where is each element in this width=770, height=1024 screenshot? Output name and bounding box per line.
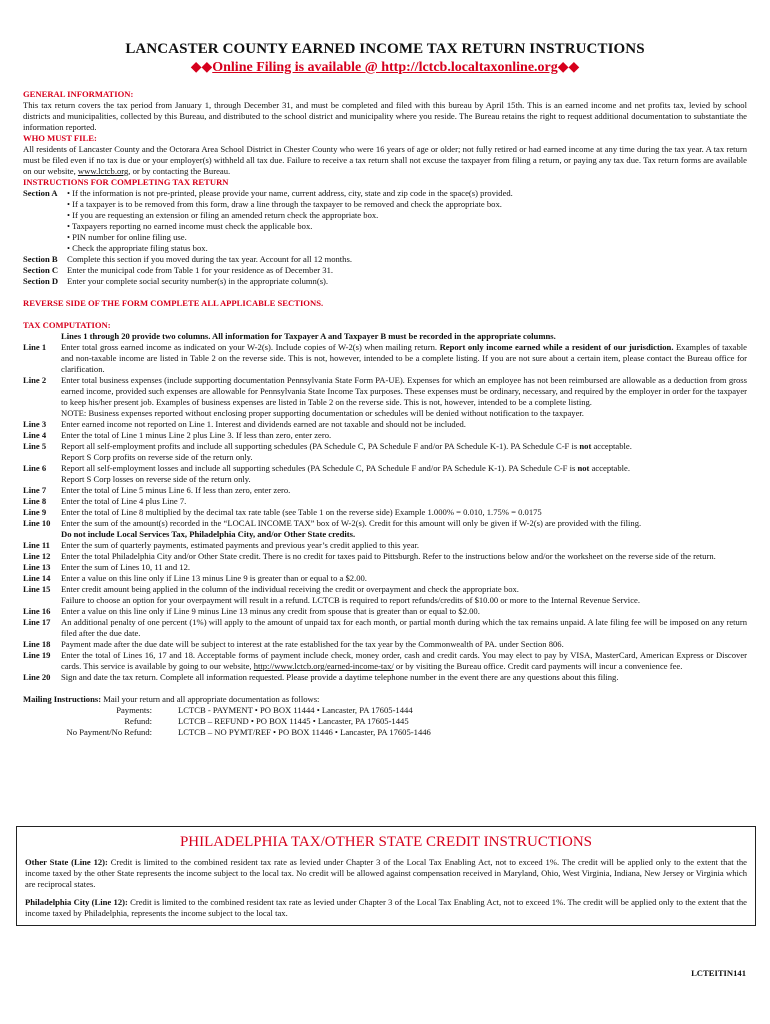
section-a-bullet: • Taxpayers reporting no earned income must check the applicable box. [67, 221, 313, 231]
credit-box-title: PHILADELPHIA TAX/OTHER STATE CREDIT INSTRUCTIONS [179, 834, 593, 850]
payment-website-link[interactable]: http://www.lctcb.org/earned-income-tax/ [253, 661, 394, 671]
line-19: Line 19 Enter the total of Lines 16, 17 and 18. Acceptable forms of payment include check, money order, cash and credit cards. You may elect to pay by VISA, MasterCard, American Express or Discover cards. This service is available by going to our website, http://www.lctcb.org/earned-income-tax/ or by visiting the Bureau office. Credit card payments will incur a convenience fee. [23, 650, 747, 671]
section-a-bullet: • Check the appropriate filing status box. [67, 243, 208, 253]
line-4: Line 4 Enter the total of Line 1 minus Line 2 plus Line 3. If less than zero, enter zero. [23, 430, 332, 440]
line-14: Line 14 Enter a value on this line only if Line 13 minus Line 9 is greater than or equal to a $2.00. [23, 573, 367, 583]
line-3: Line 3 Enter earned income not reported on Line 1. Interest and dividends earned are not taxable and should not be included. [23, 419, 466, 429]
line-18: Line 18 Payment made after the due date will be subject to interest at the rate established for the tax year by the Commonwealth of PA. under Section 806. [23, 639, 564, 649]
instructions-heading: INSTRUCTIONS FOR COMPLETING TAX RETURN [23, 177, 229, 187]
page-title: LANCASTER COUNTY EARNED INCOME TAX RETURN INSTRUCTIONS [125, 41, 645, 57]
section-a-bullet: • If you are requesting an extension or filing an amended return check the appropriate box. [67, 210, 379, 220]
online-filing-banner [23, 59, 747, 77]
line-5-note: Report S Corp profits on reverse side of the return only. [61, 452, 253, 462]
line-16: Line 16 Enter a value on this line only if Line 9 minus Line 13 minus any credit from spouse that is greater than or equal to $2.00. [23, 606, 480, 616]
mailing-row-refund: Refund: LCTCB – REFUND • PO BOX 11445 • Lancaster, PA 17605-1445 [124, 716, 409, 726]
who-must-file-heading: WHO MUST FILE: [23, 133, 97, 143]
line-9: Line 9 Enter the total of Line 8 multiplied by the decimal tax rate table (see Table 1 on the reverse side) Example 1.000% = 0.010, 1.75% = 0.0175 [23, 507, 542, 517]
mailing-instructions: Mailing Instructions: Mail your return and all appropriate documentation as follows: [23, 694, 320, 704]
line-15-note: Failure to choose an option for your overpayment will result in a refund. LCTCB is required to report refunds/credits of $10.00 or more to the Internal Revenue Service. [61, 595, 640, 605]
general-info-text: This tax return covers the tax period from January 1, through December 31, and must be completed and filed with this bureau by April 15th. This is an earned income and net profits tax, levied by school districts and municipalities, collected by this Bureau, and distributed to the school district and municipality where you reside. The Bureau retains the right to request additional documentation to substantiate the information reported. [23, 100, 747, 132]
who-must-file-text: All residents of Lancaster County and the Octorara Area School District in Chester County who were 16 years of age or older; not fully retired or had earned income at any time during the tax year. A tax return must be filed even if no tax is due or your employer(s) withheld all tax due. Failure to receive a tax return shall not excuse the taxpayer from filing a return, or paying any tax due. Tax return forms are available on our website, www.lctcb.org, or by contacting the Bureau. [23, 144, 747, 176]
diamond-icon: ◆◆ [557, 60, 580, 75]
form-code: LCTEITIN141 [691, 968, 746, 978]
tax-computation-heading: TAX COMPUTATION: [23, 320, 111, 330]
section-b: Section B Complete this section if you moved during the tax year. Account for all 12 months. [23, 254, 352, 264]
line-15: Line 15 Enter credit amount being applied in the column of the individual receiving the credit or overpayment and check the appropriate box. [23, 584, 519, 594]
general-info-heading: GENERAL INFORMATION: [23, 89, 134, 99]
line-7: Line 7 Enter the total of Line 5 minus Line 6. If less than zero, enter zero. [23, 485, 291, 495]
line-2-note: NOTE: Business expenses reported without enclosing proper supporting documentation or schedules will be denied without notification to the taxpayer. [61, 408, 584, 418]
line-11: Line 11 Enter the sum of quarterly payments, estimated payments and previous year’s credit applied to this year. [23, 540, 420, 550]
other-state-credit: Other State (Line 12): Credit is limited to the combined resident tax rate as levied under Chapter 3 of the Local Tax Enabling Act, not to exceed 1%. The credit will be applied only to the extent that the income taxed by the other State represents the income subject to the local tax. No credit will be allowed against compensation received in Maryland, Ohio, West Virginia, Indiana, New Jersey or Virginia which are reciprocal states. [25, 857, 747, 889]
online-filing-link[interactable]: Online Filing is available @ http://lctcb.localtaxonline.org [212, 60, 558, 75]
credit-instructions-box [16, 826, 756, 926]
line-10: Line 10 Enter the sum of the amount(s) recorded in the “LOCAL INCOME TAX” box of W-2(s). Credit for this amount will only be given if W-2(s) are provided with the filing. [23, 518, 642, 528]
line-12: Line 12 Enter the total Philadelphia City and/or Other State credit. There is no credit for taxes paid to Pittsburgh. Refer to the instructions below and/or the worksheet on the reverse side of the return. [23, 551, 716, 561]
line-20: Line 20 Sign and date the tax return. Complete all information requested. Please provide a daytime telephone number in the event there are any questions about this filing. [23, 672, 619, 682]
website-link[interactable]: www.lctcb.org [77, 166, 129, 176]
instructions-page [23, 40, 747, 738]
section-a-bullet: • If a taxpayer is to be removed from this form, draw a line through the taxpayer to be removed and check the appropriate box. [67, 199, 502, 209]
philadelphia-credit: Philadelphia City (Line 12): Credit is limited to the combined resident tax rate as levied under Chapter 3 of the Local Tax Enabling Act, not to exceed 1%. The credit will be applied only to the extent that the income taxed by Philadelphia, represents the income subject to the local tax. [25, 897, 747, 918]
section-c: Section C Enter the municipal code from Table 1 for your residence as of December 31. [23, 265, 334, 275]
line-13: Line 13 Enter the sum of Lines 10, 11 and 12. [23, 562, 191, 572]
section-d: Section D Enter your complete social security number(s) in the appropriate column(s). [23, 276, 329, 286]
diamond-icon: ◆◆ [190, 60, 213, 75]
section-a-bullet: • PIN number for online filing use. [67, 232, 187, 242]
line-6-note: Report S Corp losses on reverse side of the return only. [61, 474, 251, 484]
line-6: Line 6 Report all self-employment losses and include all supporting schedules (PA Schedule C, PA Schedule F and/or PA Schedule K-1). PA Schedule C-F is not acceptable. [23, 463, 630, 473]
line-1: Line 1 Enter total gross earned income as indicated on your W-2(s). Include copies of W-2(s) when mailing return. Report only income earned while a resident of our jurisdiction. Examples of taxable and non-taxable income are listed in Table 2 on the reverse side. This is not, however, intended to be a complete listing. If you are not sure about a certain item, please contact the Bureau office for clarification. [23, 342, 747, 374]
line-17: Line 17 An additional penalty of one percent (1%) will apply to the amount of unpaid tax for each month, or partial month during which the tax remains unpaid. A late filing fee will be imposed on any return filed after the due date. [23, 617, 747, 638]
mailing-row-no-payment: No Payment/No Refund: LCTCB – NO PYMT/REF • PO BOX 11446 • Lancaster, PA 17605-1446 [66, 727, 431, 737]
tax-computation-intro: Lines 1 through 20 provide two columns. All information for Taxpayer A and Taxpayer B must be recorded in the appropriate columns. [61, 331, 556, 341]
mailing-row-payments: Payments: LCTCB - PAYMENT • PO BOX 11444 • Lancaster, PA 17605-1444 [116, 705, 413, 715]
line-10-note: Do not include Local Services Tax, Philadelphia City, and/or Other State credits. [61, 529, 356, 539]
line-2: Line 2 Enter total business expenses (include supporting documentation Pennsylvania State Form PA-UE). Expenses for which an employee has not been reimbursed are allowable as a deduction from gross earned income, provided such expenses are allowable for Pennsylvania State Income Tax purposes. These expenses must be ordinary, necessary, and required by the employer in order for the taxpayer to keep his/her present job. Examples of business expenses are listed in Table 2 on the reverse side. This is not, however, intended to be a complete listing. [23, 375, 747, 407]
section-a: Section A • If the information is not pre-printed, please provide your name, current address, city, state and zip code in the space(s) provided. [23, 188, 513, 198]
reverse-side-notice: REVERSE SIDE OF THE FORM COMPLETE ALL APPLICABLE SECTIONS. [23, 298, 324, 308]
line-5: Line 5 Report all self-employment profits and include all supporting schedules (PA Schedule C, PA Schedule F and/or PA Schedule K-1). PA Schedule C-F is not acceptable. [23, 441, 632, 451]
line-8: Line 8 Enter the total of Line 4 plus Line 7. [23, 496, 187, 506]
